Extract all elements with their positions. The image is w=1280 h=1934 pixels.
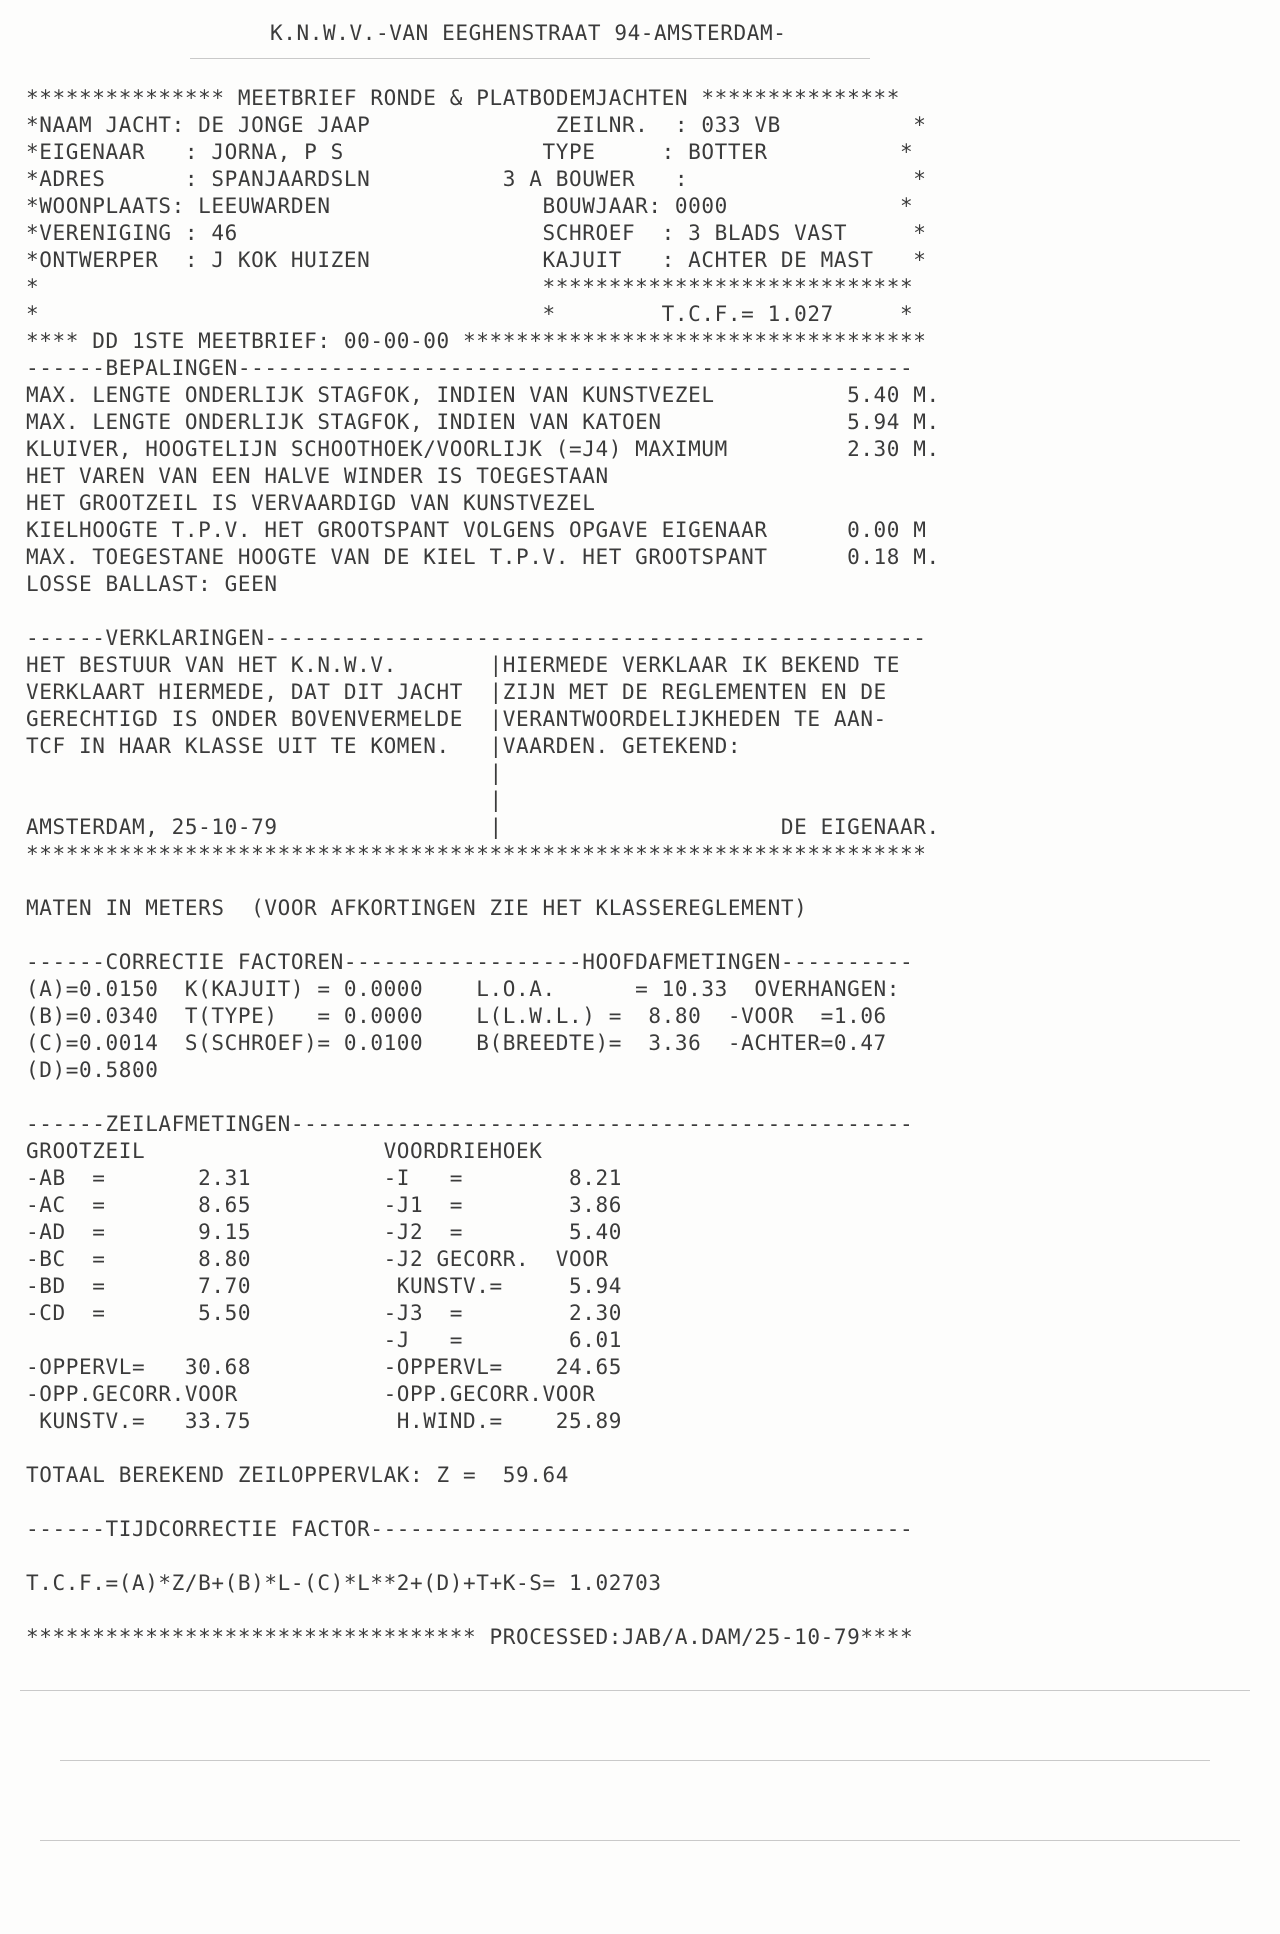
doc-line: *************** MEETBRIEF RONDE & PLATBODEMJACHTEN ***************	[26, 86, 901, 110]
doc-line: KUNSTV.= 33.75 H.WIND.= 25.89	[26, 1409, 622, 1433]
doc-line: *ADRES : SPANJAARDSLN 3 A BOUWER : *	[26, 167, 927, 191]
section-heading: ------BEPALINGEN---------------------------------------------------	[26, 356, 914, 380]
section-heading: ------TIJDCORRECTIE FACTOR-----------------------------------------	[26, 1517, 914, 1541]
doc-line: HET BESTUUR VAN HET K.N.W.V. |HIERMEDE VERKLAAR IK BEKEND TE	[26, 653, 901, 677]
paper-smudge	[60, 1760, 1210, 1761]
doc-line: MAX. LENGTE ONDERLIJK STAGFOK, INDIEN VAN KUNSTVEZEL 5.40 M.	[26, 383, 940, 407]
doc-line: -BD = 7.70 KUNSTV.= 5.94	[26, 1274, 622, 1298]
doc-line: GROOTZEIL VOORDRIEHOEK	[26, 1139, 543, 1163]
doc-line: TCF IN HAAR KLASSE UIT TE KOMEN. |VAARDEN. GETEKEND:	[26, 734, 742, 758]
paper-smudge	[20, 1690, 1250, 1691]
doc-line: (A)=0.0150 K(KAJUIT) = 0.0000 L.O.A. = 10.33 OVERHANGEN:	[26, 977, 901, 1001]
section-heading: ------CORRECTIE FACTOREN------------------HOOFDAFMETINGEN----------	[26, 950, 914, 974]
doc-line: (C)=0.0014 S(SCHROEF)= 0.0100 B(BREEDTE)= 3.36 -ACHTER=0.47	[26, 1031, 887, 1055]
doc-line: -OPPERVL= 30.68 -OPPERVL= 24.65	[26, 1355, 622, 1379]
doc-line: TOTAAL BEREKEND ZEILOPPERVLAK: Z = 59.64	[26, 1463, 569, 1487]
doc-line: *ONTWERPER : J KOK HUIZEN KAJUIT : ACHTER DE MAST *	[26, 248, 927, 272]
doc-line: * ****************************	[26, 275, 914, 299]
doc-line: *WOONPLAATS: LEEUWARDEN BOUWJAAR: 0000 *	[26, 194, 914, 218]
doc-line: * * T.C.F.= 1.027 *	[26, 302, 914, 326]
doc-line: KLUIVER, HOOGTELIJN SCHOOTHOEK/VOORLIJK (=J4) MAXIMUM 2.30 M.	[26, 437, 940, 461]
doc-line: MAX. LENGTE ONDERLIJK STAGFOK, INDIEN VAN KATOEN 5.94 M.	[26, 410, 940, 434]
doc-line: -AC = 8.65 -J1 = 3.86	[26, 1193, 622, 1217]
doc-line: |	[26, 788, 503, 812]
doc-line: -BC = 8.80 -J2 GECORR. VOOR	[26, 1247, 609, 1271]
doc-line: KIELHOOGTE T.P.V. HET GROOTSPANT VOLGENS OPGAVE EIGENAAR 0.00 M	[26, 518, 927, 542]
section-heading: ------ZEILAFMETINGEN-----------------------------------------------	[26, 1112, 914, 1136]
doc-line: GERECHTIGD IS ONDER BOVENVERMELDE |VERANTWOORDELIJKHEDEN TE AAN-	[26, 707, 887, 731]
doc-line: ********************************************************************	[26, 842, 927, 866]
doc-line: |	[26, 761, 503, 785]
doc-line: AMSTERDAM, 25-10-79 | DE EIGENAAR.	[26, 815, 940, 839]
doc-line: -J = 6.01	[26, 1328, 622, 1352]
doc-line: -AB = 2.31 -I = 8.21	[26, 1166, 622, 1190]
doc-line: T.C.F.=(A)*Z/B+(B)*L-(C)*L**2+(D)+T+K-S= 1.02703	[26, 1571, 662, 1595]
doc-line: (D)=0.5800	[26, 1058, 159, 1082]
doc-line: MAX. TOEGESTANE HOOGTE VAN DE KIEL T.P.V. HET GROOTSPANT 0.18 M.	[26, 545, 940, 569]
doc-line: *VERENIGING : 46 SCHROEF : 3 BLADS VAST *	[26, 221, 927, 245]
paper-smudge	[40, 1840, 1240, 1841]
doc-line: (B)=0.0340 T(TYPE) = 0.0000 L(L.W.L.) = 8.80 -VOOR =1.06	[26, 1004, 887, 1028]
section-heading: ------VERKLARINGEN--------------------------------------------------	[26, 626, 927, 650]
doc-line: LOSSE BALLAST: GEEN	[26, 572, 278, 596]
doc-line: ********************************** PROCESSED:JAB/A.DAM/25-10-79****	[26, 1625, 914, 1649]
document-header: K.N.W.V.-VAN EEGHENSTRAAT 94-AMSTERDAM-	[270, 21, 787, 45]
doc-line: **** DD 1STE MEETBRIEF: 00-00-00 ***********************************	[26, 329, 927, 353]
doc-line: MATEN IN METERS (VOOR AFKORTINGEN ZIE HET KLASSEREGLEMENT)	[26, 896, 808, 920]
doc-line: HET VAREN VAN EEN HALVE WINDER IS TOEGESTAAN	[26, 464, 609, 488]
doc-line: VERKLAART HIERMEDE, DAT DIT JACHT |ZIJN MET DE REGLEMENTEN EN DE	[26, 680, 887, 704]
doc-line: -CD = 5.50 -J3 = 2.30	[26, 1301, 622, 1325]
doc-line: HET GROOTZEIL IS VERVAARDIGD VAN KUNSTVEZEL	[26, 491, 596, 515]
doc-line: *NAAM JACHT: DE JONGE JAAP ZEILNR. : 033 VB *	[26, 113, 927, 137]
paper-smudge	[190, 58, 870, 59]
doc-line: -OPP.GECORR.VOOR -OPP.GECORR.VOOR	[26, 1382, 596, 1406]
doc-line: *EIGENAAR : JORNA, P S TYPE : BOTTER *	[26, 140, 914, 164]
doc-line: -AD = 9.15 -J2 = 5.40	[26, 1220, 622, 1244]
